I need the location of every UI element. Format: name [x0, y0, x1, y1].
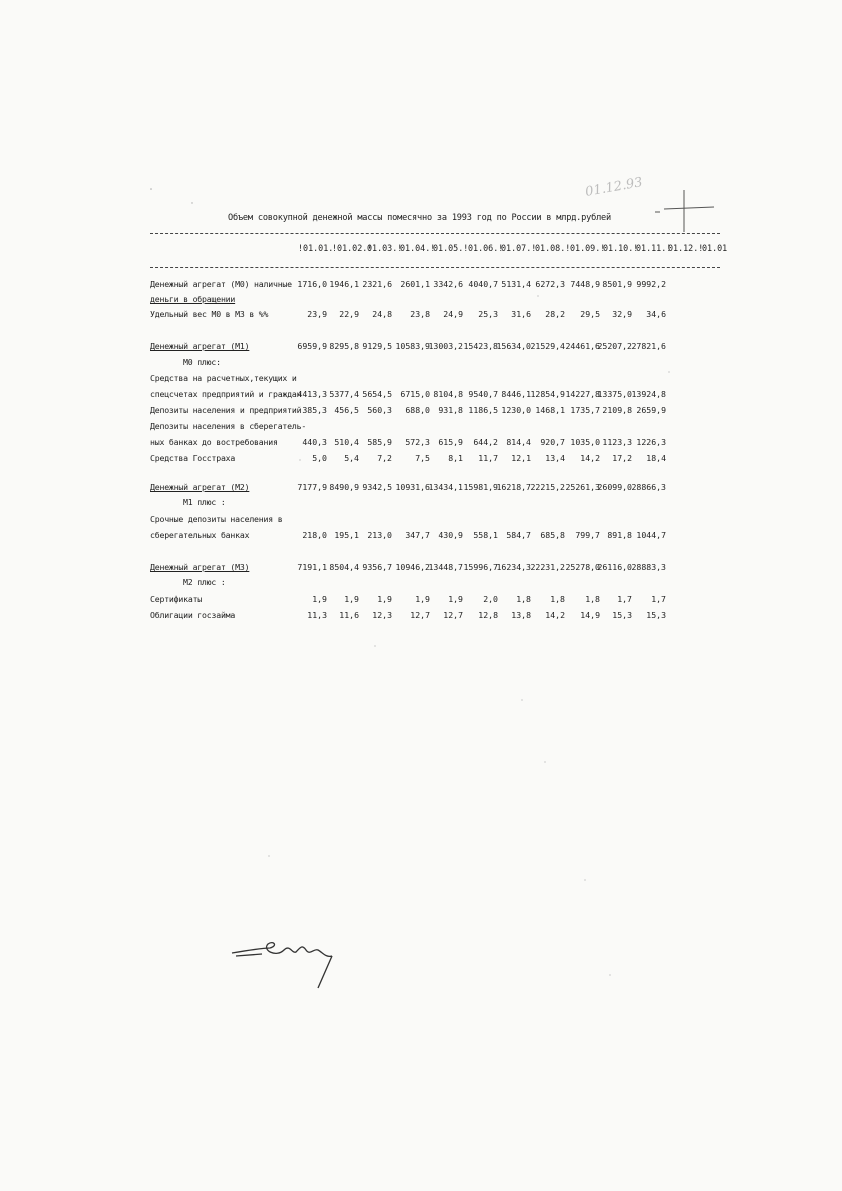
column-header: 01.06.!	[468, 243, 504, 253]
table-cell: 2601,1	[400, 279, 430, 289]
table-cell: 12,3	[372, 610, 392, 620]
column-header: 01.03.!	[367, 243, 403, 253]
table-cell: 9356,7	[362, 562, 392, 572]
table-cell: 558,1	[473, 530, 498, 540]
table-cell: 8501,9	[602, 279, 632, 289]
table-cell: 8504,4	[329, 562, 359, 572]
table-cell: 1,8	[585, 594, 600, 604]
table-cell: 7,5	[415, 453, 430, 463]
table-cell: 15996,7	[463, 562, 498, 572]
table-cell: 1035,0	[570, 437, 600, 447]
row-label: Денежный агрегат (М0) наличные	[150, 279, 292, 289]
table-title: Объем совокупной денежной массы помесячно за 1993 год по России в млрд.рублей	[228, 213, 611, 223]
table-cell: 28883,3	[631, 562, 666, 572]
column-header: 01.05.!	[433, 243, 469, 253]
table-cell: 799,7	[575, 530, 600, 540]
column-header: 01.01	[702, 243, 728, 253]
row-label: Денежный агрегат (М1)	[150, 341, 250, 351]
column-header: 01.04.!	[400, 243, 436, 253]
table-cell: 8104,8	[433, 389, 463, 399]
table-cell: 1044,7	[636, 530, 666, 540]
table-cell: 1,8	[516, 594, 531, 604]
table-cell: 24,9	[443, 309, 463, 319]
table-cell: 14,2	[545, 610, 565, 620]
table-cell: 688,0	[405, 405, 430, 415]
table-cell: 1,7	[617, 594, 632, 604]
row-label: Облигации госзайма	[150, 610, 236, 620]
table-cell: 27821,6	[631, 341, 666, 351]
table-cell: 24461,6	[565, 341, 600, 351]
column-header: 01.12.!	[668, 243, 704, 253]
table-cell: 12854,9	[530, 389, 565, 399]
table-cell: 5131,4	[501, 279, 531, 289]
table-cell: 12,1	[511, 453, 531, 463]
table-cell: 931,8	[438, 405, 463, 415]
table-cell: 15981,9	[463, 482, 498, 492]
table-cell: 3342,6	[433, 279, 463, 289]
table-cell: 9342,5	[362, 482, 392, 492]
table-cell: 1,8	[550, 594, 565, 604]
table-cell: 8,1	[448, 453, 463, 463]
table-cell: 2659,9	[636, 405, 666, 415]
row-label: М0 плюс:	[183, 357, 221, 367]
table-cell: 644,2	[473, 437, 498, 447]
table-cell: 1946,1	[329, 279, 359, 289]
table-cell: 13003,2	[428, 341, 463, 351]
row-label: М1 плюс :	[183, 497, 226, 507]
table-cell: 1735,7	[570, 405, 600, 415]
table-cell: 8446,1	[501, 389, 531, 399]
table-cell: 14227,8	[565, 389, 600, 399]
table-cell: 11,7	[478, 453, 498, 463]
table-cell: 22,9	[339, 309, 359, 319]
column-header: !01.02.!	[332, 243, 373, 253]
table-cell: 585,9	[367, 437, 392, 447]
table-cell: 6272,3	[535, 279, 565, 289]
table-cell: 8295,8	[329, 341, 359, 351]
row-label: Денежный агрегат (М2)	[150, 482, 250, 492]
table-cell: 685,8	[540, 530, 565, 540]
table-cell: 2109,8	[602, 405, 632, 415]
table-cell: 5654,5	[362, 389, 392, 399]
row-label: Денежный агрегат (М3)	[150, 562, 250, 572]
table-cell: 7448,9	[570, 279, 600, 289]
column-header: !01.01.	[298, 243, 334, 253]
table-cell: 1226,3	[636, 437, 666, 447]
table-cell: 1,9	[448, 594, 463, 604]
table-cell: 25261,3	[565, 482, 600, 492]
table-cell: 9992,2	[636, 279, 666, 289]
table-cell: 26116,0	[597, 562, 632, 572]
cross-mark-icon	[655, 190, 714, 232]
table-cell: 13375,0	[597, 389, 632, 399]
row-label: деньги в обращении	[150, 294, 236, 304]
table-cell: 440,3	[302, 437, 327, 447]
row-label: М2 плюс :	[183, 577, 226, 587]
table-cell: 10931,6	[395, 482, 430, 492]
row-label: Удельный вес М0 в М3 в %%	[150, 309, 269, 319]
table-cell: 218,0	[302, 530, 327, 540]
table-cell: 347,7	[405, 530, 430, 540]
table-cell: 1716,0	[297, 279, 327, 289]
table-cell: 4040,7	[468, 279, 498, 289]
table-cell: 12,7	[443, 610, 463, 620]
table-cell: 12,7	[410, 610, 430, 620]
table-cell: 195,1	[334, 530, 359, 540]
table-cell: 1,9	[312, 594, 327, 604]
table-cell: 12,8	[478, 610, 498, 620]
table-cell: 17,2	[612, 453, 632, 463]
table-cell: 1,9	[344, 594, 359, 604]
table-cell: 11,3	[307, 610, 327, 620]
table-cell: 34,6	[646, 309, 666, 319]
table-cell: 16218,7	[496, 482, 531, 492]
table-cell: 25207,2	[597, 341, 632, 351]
table-cell: 21529,4	[530, 341, 565, 351]
table-cell: 1230,0	[501, 405, 531, 415]
table-cell: 14,2	[580, 453, 600, 463]
table-cell: 213,0	[367, 530, 392, 540]
table-cell: 22215,2	[530, 482, 565, 492]
row-label: Срочные депозиты населения в	[150, 514, 283, 524]
table-cell: 14,9	[580, 610, 600, 620]
table-cell: 23,9	[307, 309, 327, 319]
column-header: 01.11.!	[636, 243, 672, 253]
table-cell: 7191,1	[297, 562, 327, 572]
table-cell: 22231,2	[530, 562, 565, 572]
table-cell: 13,8	[511, 610, 531, 620]
table-cell: 24,8	[372, 309, 392, 319]
table-cell: 814,4	[506, 437, 531, 447]
table-cell: 15634,0	[496, 341, 531, 351]
table-cell: 4413,3	[297, 389, 327, 399]
table-cell: 891,8	[607, 530, 632, 540]
signature-icon	[232, 943, 332, 988]
table-cell: 25,3	[478, 309, 498, 319]
column-header: 01.10.!	[603, 243, 639, 253]
table-cell: 7,2	[377, 453, 392, 463]
table-cell: 15,3	[612, 610, 632, 620]
table-cell: 5,4	[344, 453, 359, 463]
table-cell: 13,4	[545, 453, 565, 463]
table-cell: 32,9	[612, 309, 632, 319]
table-cell: 31,6	[511, 309, 531, 319]
row-label: Депозиты населения в сберегатель-	[150, 421, 307, 431]
table-cell: 615,9	[438, 437, 463, 447]
column-header: 01.09.!	[570, 243, 606, 253]
table-cell: 2,0	[483, 594, 498, 604]
table-cell: 1,9	[415, 594, 430, 604]
table-cell: 13924,8	[631, 389, 666, 399]
table-cell: 5,0	[312, 453, 327, 463]
table-cell: 28866,3	[631, 482, 666, 492]
table-cell: 7177,9	[297, 482, 327, 492]
table-cell: 10946,2	[395, 562, 430, 572]
row-label: Средства Госстраха	[150, 453, 236, 463]
table-cell: 456,5	[334, 405, 359, 415]
table-cell: 8490,9	[329, 482, 359, 492]
table-cell: 2321,6	[362, 279, 392, 289]
table-cell: 13434,1	[428, 482, 463, 492]
row-label: Депозиты населения и предприятий	[150, 405, 302, 415]
table-cell: 6959,9	[297, 341, 327, 351]
table-cell: 920,7	[540, 437, 565, 447]
table-cell: 10583,9	[395, 341, 430, 351]
table-cell: 1468,1	[535, 405, 565, 415]
handwritten-date: 01.12.93	[584, 175, 644, 200]
table-cell: 23,8	[410, 309, 430, 319]
scan-speck-icon	[150, 188, 672, 975]
row-label: ных банках до востребования	[150, 437, 278, 447]
table-cell: 26099,0	[597, 482, 632, 492]
table-cell: 13448,7	[428, 562, 463, 572]
table-cell: 15423,8	[463, 341, 498, 351]
row-label: спецсчетах предприятий и граждан	[150, 389, 302, 399]
table-cell: 9540,7	[468, 389, 498, 399]
table-cell: 1,7	[651, 594, 666, 604]
row-label: Сертификаты	[150, 594, 203, 604]
table-cell: 11,6	[339, 610, 359, 620]
row-label: сберегательных банках	[150, 530, 250, 540]
table-cell: 9129,5	[362, 341, 392, 351]
table-cell: 28,2	[545, 309, 565, 319]
table-cell: 18,4	[646, 453, 666, 463]
table-cell: 1123,3	[602, 437, 632, 447]
table-cell: 510,4	[334, 437, 359, 447]
table-cell: 6715,0	[400, 389, 430, 399]
column-header: 01.08.!	[535, 243, 571, 253]
table-cell: 15,3	[646, 610, 666, 620]
table-cell: 1,9	[377, 594, 392, 604]
table-cell: 572,3	[405, 437, 430, 447]
table-cell: 29,5	[580, 309, 600, 319]
table-cell: 1186,5	[468, 405, 498, 415]
table-cell: 5377,4	[329, 389, 359, 399]
table-cell: 584,7	[506, 530, 531, 540]
table-cell: 560,3	[367, 405, 392, 415]
column-header: 01.07.!	[501, 243, 537, 253]
row-label: Средства на расчетных,текущих и	[150, 373, 297, 383]
table-cell: 430,9	[438, 530, 463, 540]
table-cell: 16234,3	[496, 562, 531, 572]
table-cell: 25278,0	[565, 562, 600, 572]
table-cell: 385,3	[302, 405, 327, 415]
